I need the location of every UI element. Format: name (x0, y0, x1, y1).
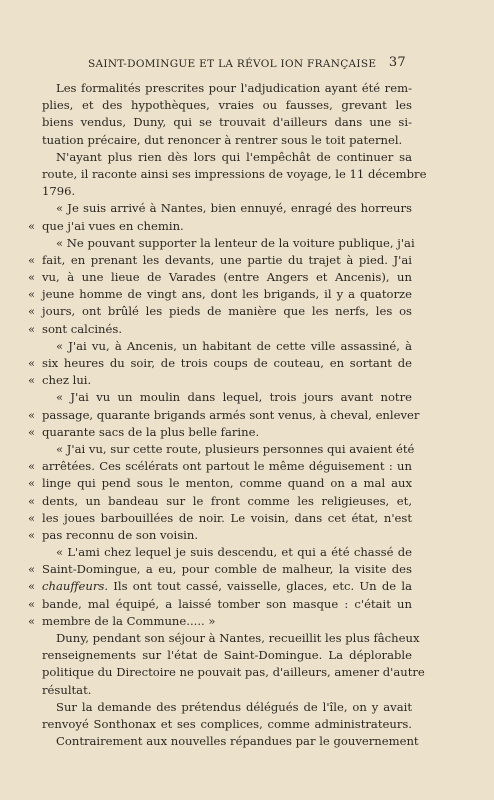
page-number: 37 (388, 55, 406, 70)
line-text: chez lui. (42, 373, 92, 388)
text-line (42, 441, 415, 458)
line-text: « Je suis arrivé à Nantes, bien ennuyé, enragé des horreurs (56, 201, 412, 216)
line-text: linge qui pend sous le menton, comme quand on a mal aux (42, 476, 412, 491)
text-line (28, 561, 412, 578)
line-text: tuation précaire, dut renoncer à rentrer sous le toit paternel. (42, 132, 403, 147)
line-text: « L'ami chez lequel je suis descendu, et qui a été chassé de (56, 545, 412, 560)
quote-mark: « (28, 562, 36, 577)
quote-mark: « (28, 510, 36, 525)
text-line (28, 578, 412, 595)
line-text: renseignements sur l'état de Saint-Domingue. La déplorable (42, 648, 412, 663)
line-text: que j'ai vues en chemin. (42, 218, 184, 233)
line-text: chauffeurs. Ils ont tout cassé, vaisselle, glaces, etc. Un de la (42, 579, 412, 594)
text-line (28, 596, 412, 613)
text-line (42, 544, 412, 561)
line-text: Les formalités prescrites pour l'adjudication ayant été rem- (56, 81, 412, 95)
text-line (42, 647, 412, 664)
page-body (28, 80, 427, 750)
quote-mark: « (28, 424, 36, 439)
text-line (28, 407, 420, 424)
quote-mark: « (28, 493, 36, 508)
text-line (42, 682, 412, 699)
line-text: « J'ai vu un moulin dans lequel, trois jours avant notre (56, 390, 412, 405)
quote-mark: « (28, 579, 36, 594)
quote-mark: « (28, 356, 36, 370)
line-text: vu, à une lieue de Varades (entre Angers et Ancenis), un (42, 270, 412, 285)
quote-mark: « (28, 218, 36, 233)
text-line (28, 286, 412, 303)
text-line (42, 183, 412, 200)
line-text: Sur la demande des prétendus délégués de l'île, on y avait (56, 699, 412, 714)
line-text: « Ne pouvant supporter la lenteur de la voiture publique, j'ai (56, 235, 415, 250)
quote-mark: « (28, 373, 36, 388)
line-text: sont calcinés. (42, 321, 123, 336)
line-text: jeune homme de vingt ans, dont les brigands, il y a quatorze (42, 287, 412, 302)
quote-mark: « (28, 596, 36, 611)
line-text: les joues barbouillées de noir. Le voisin, dans cet état, n'est (42, 510, 412, 525)
line-text: six heures du soir, de trois coups de couteau, en sortant de (42, 356, 412, 370)
line-text: pas reconnu de son voisin. (42, 527, 199, 542)
line-text: renvoyé Sonthonax et ses complices, comme administrateurs. (42, 716, 412, 731)
line-text: « J'ai vu, sur cette route, plusieurs personnes qui avaient été (56, 441, 415, 456)
text-line (28, 321, 412, 338)
text-line (42, 149, 412, 166)
quote-mark: « (28, 321, 36, 336)
text-line (28, 510, 412, 527)
italic-word: chauffeurs. (42, 579, 109, 594)
text-line (42, 630, 420, 647)
text-line (42, 80, 412, 97)
text-line (28, 372, 412, 389)
line-text: bande, mal équipé, a laissé tomber son masque : c'était un (42, 596, 412, 611)
text-line (42, 716, 412, 733)
quote-mark: « (28, 527, 36, 542)
line-text: Contrairement aux nouvelles répandues par le gouvernement (56, 734, 419, 749)
line-text: quarante sacs de la plus belle farine. (42, 424, 260, 439)
text-line (28, 252, 412, 269)
text-line (42, 200, 412, 217)
text-line (28, 458, 412, 475)
page-header (88, 55, 406, 73)
text-line (42, 338, 412, 355)
text-line (42, 664, 425, 681)
text-line (28, 493, 412, 510)
quote-mark: « (28, 459, 36, 474)
line-text: « J'ai vu, à Ancenis, un habitant de cette ville assassiné, à (56, 338, 412, 353)
line-text: arrêtées. Ces scélérats ont partout le même déguisement : un (42, 459, 412, 474)
quote-mark: « (28, 270, 36, 285)
line-text: Saint-Domingue, a eu, pour comble de malheur, la visite des (42, 562, 412, 577)
line-text: plies, et des hypothèques, vraies ou fausses, grevant les (42, 98, 412, 113)
text-line (28, 218, 412, 235)
text-line (28, 527, 412, 544)
line-text: Duny, pendant son séjour à Nantes, recueillit les plus fâcheux (56, 631, 420, 645)
quote-mark: « (28, 304, 36, 319)
line-text: politique du Directoire ne pouvait pas, d'ailleurs, amener d'autre (42, 665, 425, 680)
text-line (42, 389, 412, 406)
quote-mark: « (28, 613, 36, 628)
text-line (42, 699, 412, 716)
line-text: route, il raconte ainsi ses impressions de voyage, le 11 décembre (42, 166, 427, 181)
text-line (42, 235, 415, 252)
quote-mark: « (28, 407, 36, 422)
quote-mark: « (28, 287, 36, 302)
text-line (42, 114, 412, 131)
text-line (28, 613, 412, 630)
line-text: jours, ont brûlé les pieds de manière que les nerfs, les os (42, 304, 412, 319)
text-line (28, 269, 412, 286)
running-title: SAINT-DOMINGUE ET LA RÉVOL ION FRANÇAISE (88, 58, 377, 70)
line-text: fait, en prenant les devants, une partie du trajet à pied. J'ai (42, 252, 412, 267)
text-line (28, 355, 412, 372)
text-line (42, 97, 412, 114)
line-text: membre de la Commune..... » (42, 613, 216, 628)
line-text: dents, un bandeau sur le front comme les religieuses, et, (42, 493, 412, 508)
line-text: passage, quarante brigands armés sont venus, à cheval, enlever (42, 407, 420, 422)
line-text: biens vendus, Duny, qui se trouvait d'ailleurs dans une si- (42, 115, 412, 130)
quote-mark: « (28, 252, 36, 267)
text-line (28, 303, 412, 320)
text-line (42, 166, 427, 183)
text-line (42, 132, 412, 149)
text-line (28, 475, 412, 492)
line-text: résultat. (42, 682, 92, 697)
quote-mark: « (28, 476, 36, 491)
line-text: 1796. (42, 184, 76, 199)
text-line (28, 424, 412, 441)
line-text: N'ayant plus rien dès lors qui l'empêchât de continuer sa (56, 149, 412, 164)
text-line (42, 733, 419, 750)
